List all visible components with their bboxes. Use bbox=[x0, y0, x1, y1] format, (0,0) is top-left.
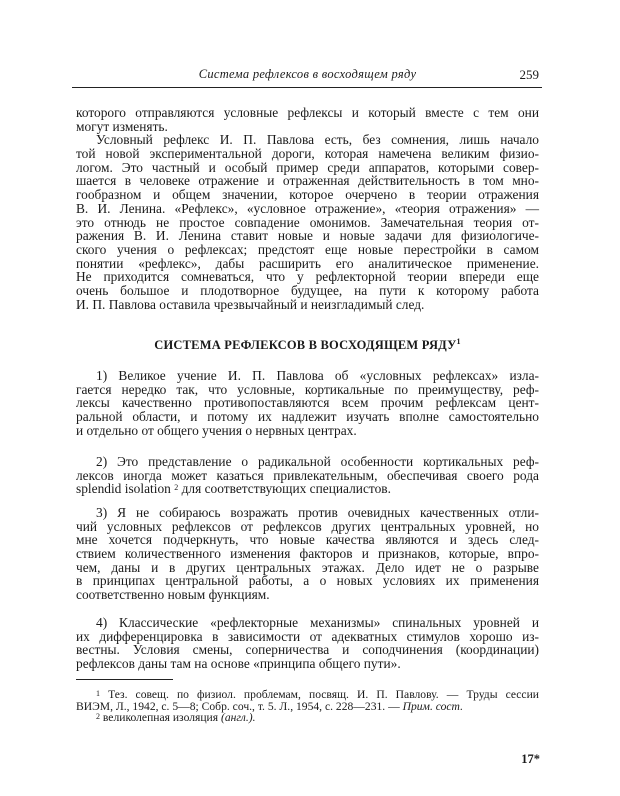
text-line: шается в человеке отражение и отраженная действительность в том мно- bbox=[76, 173, 539, 189]
text-line: лексы качественно противопоставляются всем прочим рефлексам цент- bbox=[76, 395, 539, 411]
text-line: могут изменять. bbox=[76, 118, 168, 134]
text-line: их дифференцировка в зависимости от адекватных стимулов хорошо из- bbox=[76, 628, 539, 644]
paragraph-4 bbox=[76, 616, 539, 671]
footnote-text: великолепная изоляция bbox=[102, 711, 219, 724]
text-line: той новой экспериментальной дороги, которая намечена великим физио- bbox=[76, 146, 539, 162]
text-line: 2) Это представление о радикальной особенности кортикальных реф- bbox=[96, 454, 539, 469]
section-heading bbox=[76, 338, 539, 353]
section-heading-text: СИСТЕМА РЕФЛЕКСОВ В ВОСХОДЯЩЕМ РЯДУ bbox=[154, 338, 457, 352]
footnotes bbox=[76, 689, 539, 724]
running-title: Система рефлексов в восходящем ряду bbox=[198, 67, 417, 81]
paragraph-3 bbox=[76, 506, 539, 602]
footnote-text: Тез. совещ. по физиол. проблемам, посвящ. И. П. Павлову. — Труды сессии bbox=[108, 688, 539, 701]
text-line: которого отправляются условные рефлексы и который вместе с тем они bbox=[76, 105, 539, 120]
foreign-phrase: splendid isolation bbox=[76, 481, 171, 497]
text-line: гается нередко так, что условные, кортикальные по преимуществу, реф- bbox=[76, 381, 539, 397]
text-line: лексов иногда может казаться привлекательным, обеспечивая своего рода bbox=[76, 467, 539, 483]
text-line: И. П. Павлова оставила чрезвычайный и неизгладимый след. bbox=[76, 296, 425, 312]
footnote-marker: 2 bbox=[96, 712, 100, 721]
text-line: это отнюдь не простое совпадение омонимов. Замечательная теория от- bbox=[76, 214, 539, 230]
text-line: гообразном и общем значении, которое очерчено в теории отражения bbox=[76, 187, 539, 203]
text-line: соответственно новым функциям. bbox=[76, 587, 270, 603]
text-line bbox=[76, 482, 539, 496]
text-line: и отдельно от общего учения о нервных центрах. bbox=[76, 422, 357, 438]
text-line: чем, даны и в других центральных этажах. Дело идет не о разрыве bbox=[76, 559, 539, 575]
intro-text bbox=[76, 106, 539, 311]
text-line: Не приходится сомневаться, что у рефлекторной теории впереди еще bbox=[76, 269, 539, 285]
text-line: рефлексов даны там на основе «принципа общего пути». bbox=[76, 656, 401, 672]
text-line: чий условных рефлексов от рефлексов других центральных уровней, но bbox=[76, 518, 539, 534]
text-line: ральной области, и потому их надлежит изучать вполне самостоятельно bbox=[76, 409, 539, 425]
text-line: 1) Великое учение И. П. Павлова об «условных рефлексах» изла- bbox=[96, 368, 539, 383]
text-line: В. И. Ленина. «Рефлекс», «условное отражение», «теория отражения» — bbox=[76, 200, 539, 216]
paragraph-1 bbox=[76, 369, 539, 437]
footnote-ref-1: 1 bbox=[456, 337, 461, 346]
paragraph-2 bbox=[76, 455, 539, 496]
text-line: очень большое и плодотворное будущее, на пути к которому работа bbox=[76, 282, 539, 298]
footnote-text: ВИЭМ, Л., 1942, с. 5—8; Собр. соч., т. 5. Л., 1954, с. 228—231. — bbox=[76, 699, 400, 713]
text-line: ствием количественного изменения факторов и признаков, которые, впро- bbox=[76, 546, 539, 562]
text-line: понятии «рефлекс», дабы расширить его аналитическое применение. bbox=[76, 255, 539, 271]
text-line: ского учения о рефлексах; предстоят еще новые перестройки в самом bbox=[76, 241, 539, 257]
text-line: вестны. Условия смены, соперничества и соподчинения (координации) bbox=[76, 642, 539, 658]
text-line: ражения В. И. Ленина ставит новые и новые задачи для физиологиче- bbox=[76, 228, 539, 244]
text-line: мне хочется подчеркнуть, что новые качества являются и здесь след- bbox=[76, 532, 539, 548]
header-rule bbox=[72, 87, 542, 88]
text-line: 3) Я не собираюсь возражать против очевидных качественных отли- bbox=[96, 505, 539, 520]
text-line: логом. Это частный и особый пример среди аппаратов, которыми совер- bbox=[76, 159, 539, 175]
text-line: Условный рефлекс И. П. Павлова есть, без сомнения, лишь начало bbox=[96, 132, 539, 148]
text-line: 4) Классические «рефлекторные механизмы» спинальных уровней и bbox=[96, 615, 539, 630]
footnote-2-line bbox=[76, 712, 539, 724]
page-number: 259 bbox=[519, 67, 539, 82]
language-note: (англ.). bbox=[220, 711, 256, 724]
signature-mark: 17* bbox=[521, 752, 540, 766]
compiler-note: Прим. сост. bbox=[402, 699, 463, 713]
text-span: для соответствующих специалистов. bbox=[181, 481, 391, 497]
footnote-marker: 1 bbox=[96, 689, 100, 698]
footnote-rule bbox=[76, 679, 173, 680]
footnote-ref-2: 2 bbox=[174, 483, 179, 493]
text-line: в принципах центральной работы, а о новых условиях их применения bbox=[76, 573, 539, 589]
